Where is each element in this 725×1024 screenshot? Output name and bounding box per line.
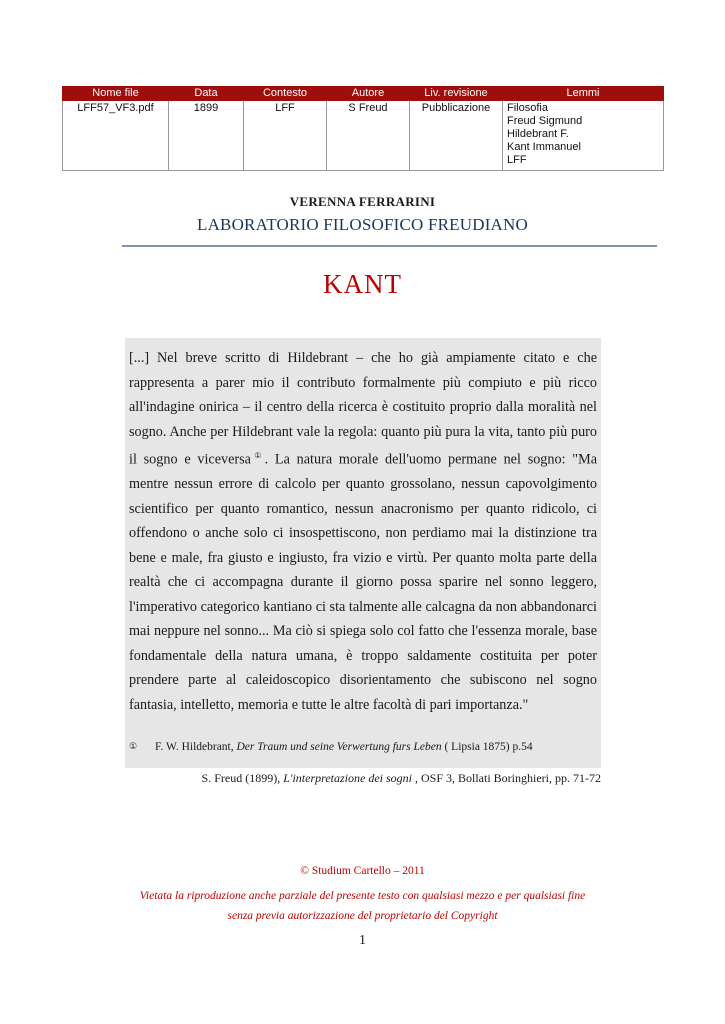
lemma-item: Freud Sigmund	[507, 115, 583, 127]
footnote-mark: ①	[129, 741, 138, 751]
source-post: , OSF 3, Bollati Boringhieri, pp. 71-72	[412, 771, 601, 785]
header-autore: Autore	[327, 87, 410, 101]
page-number: 1	[359, 933, 366, 948]
lemma-item: LFF	[507, 154, 527, 166]
source-pre: S. Freud (1899),	[201, 771, 284, 785]
value-liv-revisione: Pubblicazione	[410, 101, 503, 171]
header-liv-revisione: Liv. revisione	[410, 87, 503, 101]
header-lemmi: Lemmi	[503, 87, 664, 101]
copyright-notice: © Studium Cartello – 2011	[300, 865, 425, 877]
heading-divider	[122, 245, 657, 247]
value-lemmi	[503, 101, 664, 171]
source-citation	[125, 771, 601, 786]
quote-part-1: [...] Nel breve scritto di Hildebrant – che ho già ampiamente citato e che rappresenta a parer mio il contributo formalmente più compiuto e più ricco all'indagine onirica – il centro della ricerca è costituito proprio dalla moralità nel sogno. Anche per Hildebrant vale la regola: quanto più pura la vita, tanto più puro il sogno e viceversa	[129, 350, 597, 468]
footnote-title: Der Traum und seine Verwertung furs Leben	[236, 741, 442, 753]
footnote-post: ( Lipsia 1875) p.54	[441, 741, 533, 753]
header-nome-file: Nome file	[63, 87, 169, 101]
lemma-item: Kant Immanuel	[507, 141, 581, 153]
reproduction-warning-line-1: Vietata la riproduzione anche parziale del presente testo con qualsiasi mezzo e per qualsiasi fine	[139, 890, 586, 902]
value-nome-file: LFF57_VF3.pdf	[63, 101, 169, 171]
header-data: Data	[169, 87, 244, 101]
metadata-header-row	[63, 87, 664, 101]
quote-text	[129, 346, 597, 717]
header-contesto: Contesto	[244, 87, 327, 101]
page-title: KANT	[323, 269, 402, 299]
author-name: VERENNA FERRARINI	[289, 194, 436, 209]
metadata-table	[62, 86, 664, 171]
metadata-value-row	[63, 101, 664, 171]
value-data: 1899	[169, 101, 244, 171]
value-autore: S Freud	[327, 101, 410, 171]
footnote-reference: ①	[250, 451, 265, 460]
reproduction-warning-line-2: senza previa autorizzazione del proprietario del Copyright	[227, 910, 498, 922]
quote-part-2: . La natura morale dell'uomo permane nel sogno: "Ma mentre nessun errore di calcolo per quanto grossolano, nessun capovolgimento scientifico per quanto romantico, nessun anacronismo per quanto ridicolo, ci offendono o anche solo ci insospettiscono, non perdiamo mai la distinzione tra bene e male, fra giusto e ingiusto, fra vizio e virtù. Per quanto molta parte della realtà che ci accompagna durante il giorno possa sparire nel sonno leggero, l'imperativo categorico kantiano ci sta talmente alle calcagna da non abbandonarci mai neppure nel sonno... Ma ciò si spiega solo col fatto che l'essenza morale, base fondamentale della natura umana, è troppo saldamente costituita per poter prendere parte al caleidoscopico disorientamento che subiscono nel sogno fantasia, intelletto, memoria e tutte le altre facoltà di pari importanza."	[129, 451, 598, 713]
footnote-pre: F. W. Hildebrant,	[155, 741, 237, 753]
value-contesto: LFF	[244, 101, 327, 171]
lemma-item: Hildebrant F.	[507, 128, 569, 140]
lemma-item: Filosofia	[507, 102, 548, 114]
source-title: L'interpretazione dei sogni	[283, 771, 412, 785]
footnote	[129, 741, 597, 753]
lab-heading: LABORATORIO FILOSOFICO FREUDIANO	[196, 215, 528, 234]
